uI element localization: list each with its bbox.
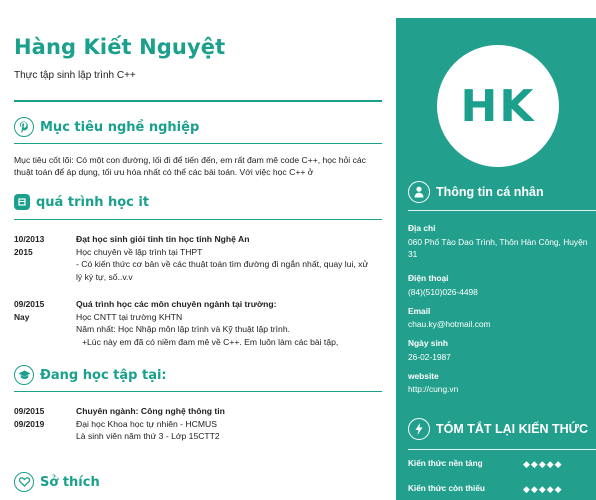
phone-value: (84)(510)026-4498 xyxy=(408,287,478,297)
avatar xyxy=(437,45,559,167)
personal-info-divider xyxy=(408,210,596,211)
education-title: quá trình học it xyxy=(36,194,150,210)
entry-date-start: 09/2015 xyxy=(14,299,45,309)
skill-rating: ◆◆◆◆◆ xyxy=(523,484,563,494)
entry-line: Là sinh viên năm thứ 3 - Lớp 15CTT2 xyxy=(76,431,220,441)
entry-dates xyxy=(14,298,70,323)
email-label: Email xyxy=(408,306,431,316)
entry-body xyxy=(76,233,376,283)
address-label: Địa chỉ xyxy=(408,223,436,233)
candidate-name: Hàng Kiết Nguyệt xyxy=(14,35,226,59)
entry-line: Học chuyên về lập trình tại THPT xyxy=(76,246,203,257)
summary-header xyxy=(408,418,588,440)
skill-rating: ◆◆◆◆◆ xyxy=(523,459,563,469)
skill-label: Kiến thức nền tảng xyxy=(408,459,483,468)
entry-date-start: 09/2015 xyxy=(14,406,45,416)
user-icon xyxy=(408,181,430,203)
objective-title: Mục tiêu nghề nghiệp xyxy=(40,119,200,135)
phone-label: Điện thoại xyxy=(408,273,449,283)
entry-line: Đại học Khoa học tự nhiên - HCMUS xyxy=(76,418,217,429)
entry-line: Học CNTT tại trường KHTN xyxy=(76,311,183,322)
hobbies-title: Sở thích xyxy=(40,474,100,490)
avatar-initials: HK xyxy=(460,80,536,132)
website-value: http://cung.vn xyxy=(408,384,459,394)
summary-divider xyxy=(408,449,596,450)
pinterest-icon xyxy=(14,117,34,137)
objective-divider xyxy=(14,143,382,144)
graduation-cap-icon xyxy=(14,365,34,385)
birthday-label: Ngày sinh xyxy=(408,338,449,348)
entry-line: +Lúc này em đã có niềm đam mê về C++. Em luôn làm các bài tập, xyxy=(82,336,339,347)
entry-date-end: 09/2019 xyxy=(14,418,45,429)
entry-date-end: Nay xyxy=(14,311,30,322)
entry-line: - Có kiến thức cơ bản về các thuật toán tìm đường đi ngắn nhất, quay lui, xử lý ký tự, số..v.v xyxy=(76,259,369,282)
studying-title: Đang học tập tại: xyxy=(40,367,167,383)
objective-section-header xyxy=(14,117,199,137)
address-value: 060 Phố Tào Dao Trình, Thôn Hàn Công, Huyện 31 xyxy=(408,237,588,259)
heart-icon xyxy=(14,472,34,492)
entry-body xyxy=(76,405,376,443)
job-title: Thực tập sinh lập trình C++ xyxy=(14,70,136,81)
entry-heading: Chuyên ngành: Công nghệ thông tin xyxy=(76,406,225,416)
website-label: website xyxy=(408,371,439,381)
entry-date-start: 10/2013 xyxy=(14,234,45,244)
entry-date-end: 2015 xyxy=(14,246,33,257)
sidebar xyxy=(396,18,596,500)
skill-label: Kiến thức còn thiếu xyxy=(408,484,485,493)
personal-info-header xyxy=(408,181,544,203)
summary-title: TÓM TẮT LẠI KIẾN THỨC xyxy=(436,422,589,436)
education-section-header xyxy=(14,194,149,210)
entry-dates xyxy=(14,233,70,258)
lightning-icon xyxy=(408,418,430,440)
studying-divider xyxy=(14,391,382,392)
entry-heading: Quá trình học các môn chuyên ngành tại trường: xyxy=(76,299,277,309)
entry-dates xyxy=(14,405,70,430)
objective-text: Mục tiêu cốt lõi: Có một con đường, lối đi để tiến đến, em rất đam mê code C++, học hỏi các thuật toán để áp dụng, tối ưu hóa nhất có thể các bài toán. Với việc học C++ ở xyxy=(14,155,366,177)
skill-row xyxy=(408,459,596,468)
entry-heading: Đạt học sinh giỏi tỉnh tin học tỉnh Nghệ An xyxy=(76,234,250,244)
entry-line: Năm nhất: Học Nhập môn lập trình và Kỹ thuật lập trình. xyxy=(76,324,291,334)
hobbies-section-header xyxy=(14,472,100,492)
skill-row xyxy=(408,484,596,493)
book-icon xyxy=(14,194,30,210)
entry-body xyxy=(76,298,376,348)
personal-info-title: Thông tin cá nhân xyxy=(436,185,544,199)
header-divider xyxy=(14,100,382,102)
studying-section-header xyxy=(14,365,167,385)
education-divider xyxy=(14,219,382,220)
email-value: chau.ky@hotmail.com xyxy=(408,319,491,329)
birthday-value: 26-02-1987 xyxy=(408,352,451,362)
